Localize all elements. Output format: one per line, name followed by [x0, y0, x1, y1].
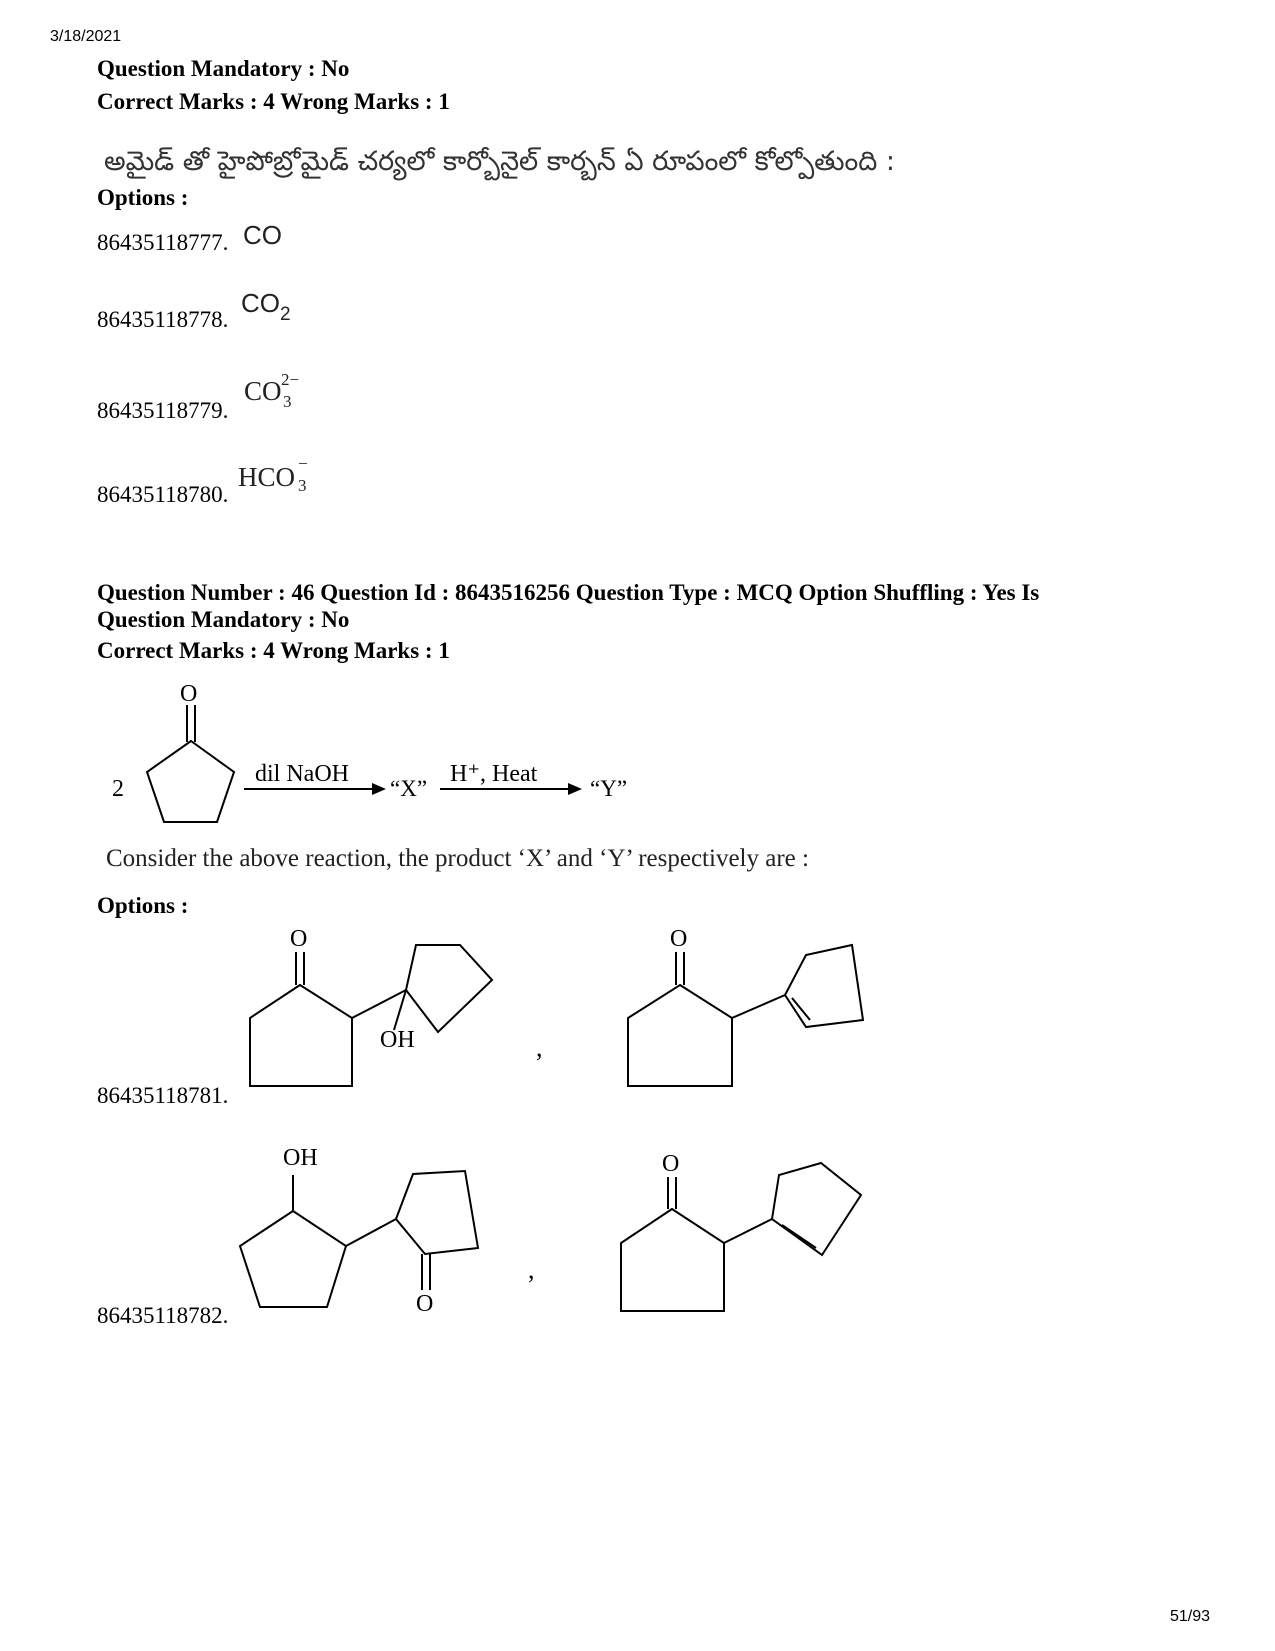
option-id: 86435118780.	[97, 482, 229, 507]
cyclopentanone-ring	[147, 741, 234, 822]
ring-link-bond	[346, 1219, 396, 1246]
option-id: 86435118779.	[97, 398, 229, 423]
structure-x	[240, 1145, 478, 1317]
formula-text: CO	[244, 376, 282, 406]
formula-superscript: −	[298, 454, 308, 473]
option-formula	[241, 288, 291, 325]
carbonyl-oxygen: O	[662, 1151, 680, 1177]
question-statement: Consider the above reaction, the product ‘X’ and ‘Y’ respectively are :	[106, 845, 809, 872]
hydroxyl-label: OH	[380, 1027, 415, 1053]
arrowhead-icon	[568, 783, 582, 795]
cyclopentene-ring	[785, 945, 863, 1027]
formula-subscript: 3	[283, 392, 292, 411]
option-id: 86435118782.	[97, 1303, 229, 1328]
question-mandatory: Question Mandatory : No	[97, 56, 350, 81]
reaction-scheme	[0, 670, 700, 840]
formula-superscript: 2−	[281, 370, 300, 389]
reaction-coefficient: 2	[112, 776, 124, 802]
option-structures	[0, 920, 900, 1100]
option-structures	[0, 1135, 900, 1325]
reagent-1: dil NaOH	[255, 761, 349, 787]
option-separator: ,	[536, 1033, 543, 1062]
option-separator: ,	[528, 1255, 535, 1284]
structure-y	[628, 926, 863, 1086]
carbonyl-oxygen: O	[670, 926, 688, 952]
structure-x	[250, 926, 492, 1086]
reagent-2: H⁺, Heat	[450, 761, 538, 787]
cyclopentene-ring	[772, 1163, 861, 1255]
structure-y	[621, 1151, 861, 1311]
carbonyl-oxygen: O	[290, 926, 308, 952]
arrowhead-icon	[372, 783, 386, 795]
cyclopentanol-ring	[240, 1211, 346, 1307]
formula-subscript: 3	[298, 476, 307, 495]
cyclopentanone-ring	[396, 1171, 478, 1254]
formula-text: CO	[241, 288, 280, 318]
print-date: 3/18/2021	[50, 28, 122, 45]
formula-text: HCO	[238, 462, 296, 492]
cyclopentane-ring	[406, 945, 492, 1032]
double-bond	[782, 1225, 816, 1248]
hydroxyl-label: OH	[283, 1145, 318, 1171]
cyclopentanone-ring	[621, 1209, 724, 1311]
ring-link-bond	[732, 995, 785, 1018]
option-formula	[238, 454, 328, 507]
product-y: “Y”	[590, 776, 628, 801]
question-mandatory: Question Mandatory : No	[97, 607, 350, 632]
question-header: Question Number : 46 Question Id : 8643516256 Question Type : MCQ Option Shuffling : Yes Is	[97, 580, 1040, 605]
cyclopentanone-ring	[250, 985, 352, 1086]
carbonyl-oxygen: O	[180, 681, 198, 707]
product-x: “X”	[390, 776, 428, 801]
options-label: Options :	[97, 893, 189, 918]
page-number: 51/93	[1170, 1608, 1211, 1625]
formula-text: CO	[243, 220, 282, 250]
formula-subscript: 2	[280, 304, 291, 325]
option-id: 86435118777.	[97, 230, 229, 255]
options-label: Options :	[97, 185, 189, 210]
option-formula	[244, 370, 314, 421]
carbonyl-oxygen: O	[416, 1291, 434, 1317]
cyclopentanone-ring	[628, 985, 732, 1086]
question-text-telugu: అమైడ్ తో హైపోబ్రోమైడ్ చర్యలో కార్బోనైల్ కార్బన్ ఏ రూపంలో కోల్పోతుంది :	[104, 146, 895, 177]
ring-link-bond	[724, 1219, 772, 1243]
question-marks: Correct Marks : 4 Wrong Marks : 1	[97, 638, 450, 663]
option-id: 86435118781.	[97, 1083, 229, 1108]
option-id: 86435118778.	[97, 307, 229, 332]
question-marks: Correct Marks : 4 Wrong Marks : 1	[97, 89, 450, 114]
option-formula	[243, 220, 282, 251]
